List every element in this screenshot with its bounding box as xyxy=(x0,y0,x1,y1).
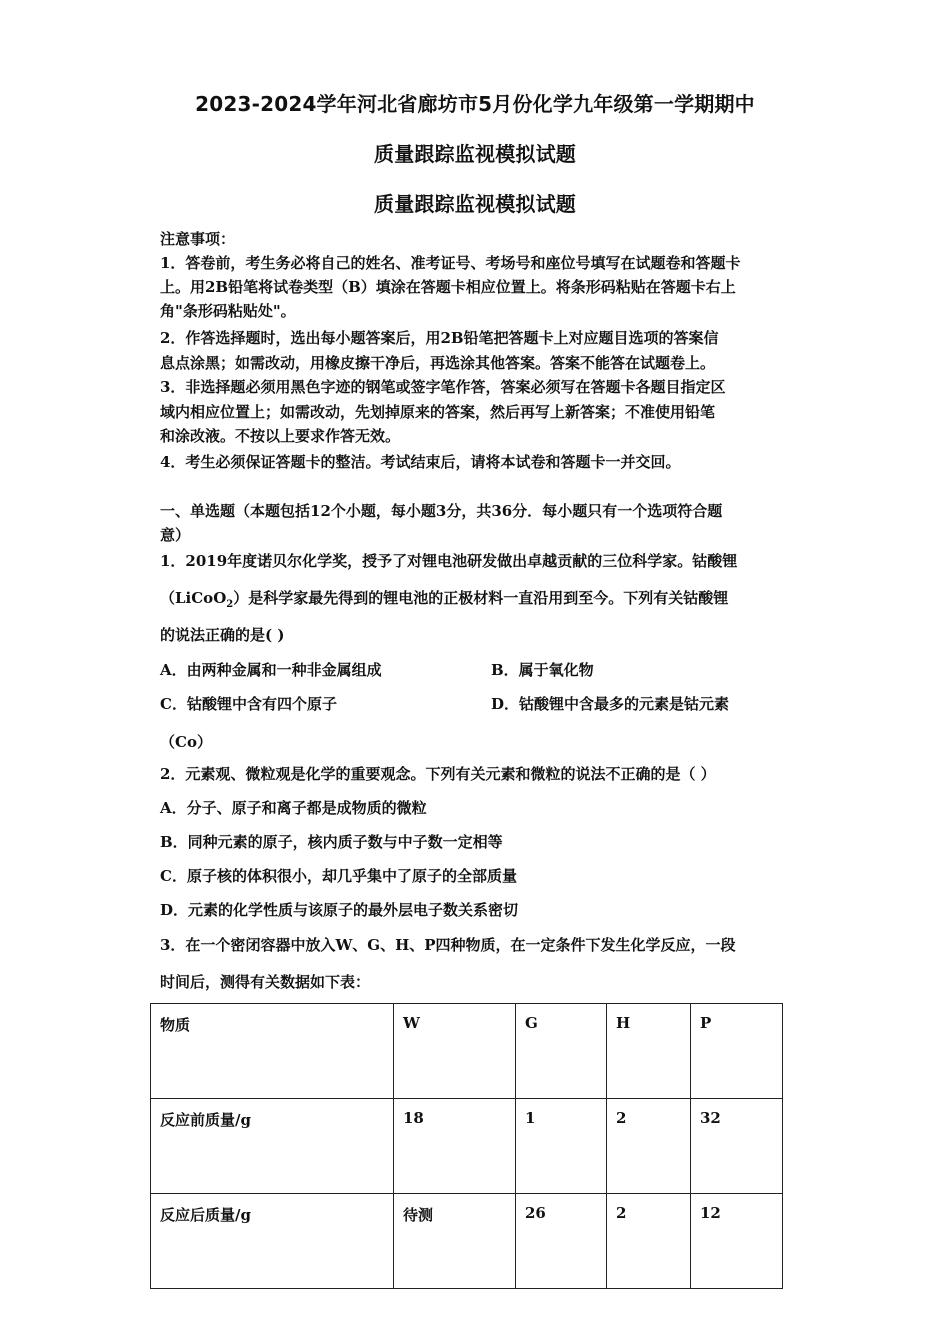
q1-option-c: C．钴酸锂中含有四个原子 xyxy=(160,695,337,713)
table-cell: 1 xyxy=(516,1099,607,1194)
q1-formula-pre: （LiCoO xyxy=(160,589,227,607)
q1-option-b: B．属于氧化物 xyxy=(491,661,594,679)
table-header-cell: W xyxy=(394,1004,516,1099)
notice-line: 域内相应位置上；如需改动，先划掉原来的答案，然后再写上新答案；不准使用铅笔 xyxy=(160,403,716,421)
q1-stem-line2-text: ）是科学家最先得到的锂电池的正极材料一直沿用到至今。下列有关钴酸锂 xyxy=(233,589,729,607)
exam-title-line1: 2023-2024学年河北省廊坊市5月份化学九年级第一学期期中 xyxy=(195,92,755,116)
table-header-row xyxy=(151,1004,783,1099)
q1-stem-line2 xyxy=(160,588,800,615)
q3-stem-line1: 3．在一个密闭容器中放入W、G、H、P四种物质，在一定条件下发生化学反应，一段 xyxy=(160,936,736,954)
table-cell: 18 xyxy=(394,1099,516,1194)
q1-option-a: A．由两种金属和一种非金属组成 xyxy=(160,661,382,679)
table-cell: 26 xyxy=(516,1194,607,1289)
table-cell: 2 xyxy=(607,1099,691,1194)
notice-line: 角"条形码粘贴处"。 xyxy=(160,302,296,320)
q2-option-c: C．原子核的体积很小，却几乎集中了原子的全部质量 xyxy=(160,867,517,885)
notice-line: 1．答卷前，考生务必将自己的姓名、准考证号、考场号和座位号填写在试题卷和答题卡 xyxy=(160,254,741,272)
notice-line: 和涂改液。不按以上要求作答无效。 xyxy=(160,427,401,445)
q1-stem-line3: 的说法正确的是( ) xyxy=(160,626,285,644)
notice-line: 上。用2B铅笔将试卷类型（B）填涂在答题卡相应位置上。将条形码粘贴在答题卡右上 xyxy=(160,278,736,296)
q1-stem-line1: 1．2019年度诺贝尔化学奖，授予了对锂电池研发做出卓越贡献的三位科学家。钴酸锂 xyxy=(160,552,738,570)
table-row xyxy=(151,1099,783,1194)
q2-stem: 2．元素观、微粒观是化学的重要观念。下列有关元素和微粒的说法不正确的是（ ） xyxy=(160,765,716,783)
notice-line: 2．作答选择题时，选出每小题答案后，用2B铅笔把答题卡上对应题目选项的答案信 xyxy=(160,329,719,347)
mass-data-table xyxy=(150,1003,783,1289)
q2-option-a: A．分子、原子和离子都是成物质的微粒 xyxy=(160,799,427,817)
exam-title-line2: 质量跟踪监视模拟试题 xyxy=(374,142,576,166)
notice-line: 息点涂黑；如需改动，用橡皮擦干净后，再选涂其他答案。答案不能答在试题卷上。 xyxy=(160,354,716,372)
table-header-cell: G xyxy=(516,1004,607,1099)
notice-line: 3．非选择题必须用黑色字迹的钢笔或签字笔作答，答案必须写在答题卡各题目指定区 xyxy=(160,378,726,396)
notice-heading: 注意事项： xyxy=(160,230,236,248)
section-heading-cont: 意） xyxy=(160,526,191,544)
q3-stem-line2: 时间后，测得有关数据如下表： xyxy=(160,973,371,991)
q2-option-b: B．同种元素的原子，核内质子数与中子数一定相等 xyxy=(160,833,503,851)
table-cell: 12 xyxy=(691,1194,783,1289)
q1-option-d-cont: （Co） xyxy=(160,733,212,751)
exam-title-line3: 质量跟踪监视模拟试题 xyxy=(374,192,576,216)
table-header-cell: 物质 xyxy=(151,1004,394,1099)
notice-line: 4．考生必须保证答题卡的整洁。考试结束后，请将本试卷和答题卡一并交回。 xyxy=(160,453,681,471)
table-cell: 2 xyxy=(607,1194,691,1289)
table-row xyxy=(151,1194,783,1289)
q1-formula-sub: 2 xyxy=(226,599,234,610)
table-header-cell: H xyxy=(607,1004,691,1099)
table-cell: 反应前质量/g xyxy=(151,1099,394,1194)
table-cell: 反应后质量/g xyxy=(151,1194,394,1289)
table-header-cell: P xyxy=(691,1004,783,1099)
table-cell: 32 xyxy=(691,1099,783,1194)
q1-option-d: D．钴酸锂中含最多的元素是钴元素 xyxy=(491,695,730,713)
table-cell: 待测 xyxy=(394,1194,516,1289)
section-heading: 一、单选题（本题包括12个小题，每小题3分，共36分．每小题只有一个选项符合题 xyxy=(160,502,723,520)
q2-option-d: D．元素的化学性质与该原子的最外层电子数关系密切 xyxy=(160,901,519,919)
